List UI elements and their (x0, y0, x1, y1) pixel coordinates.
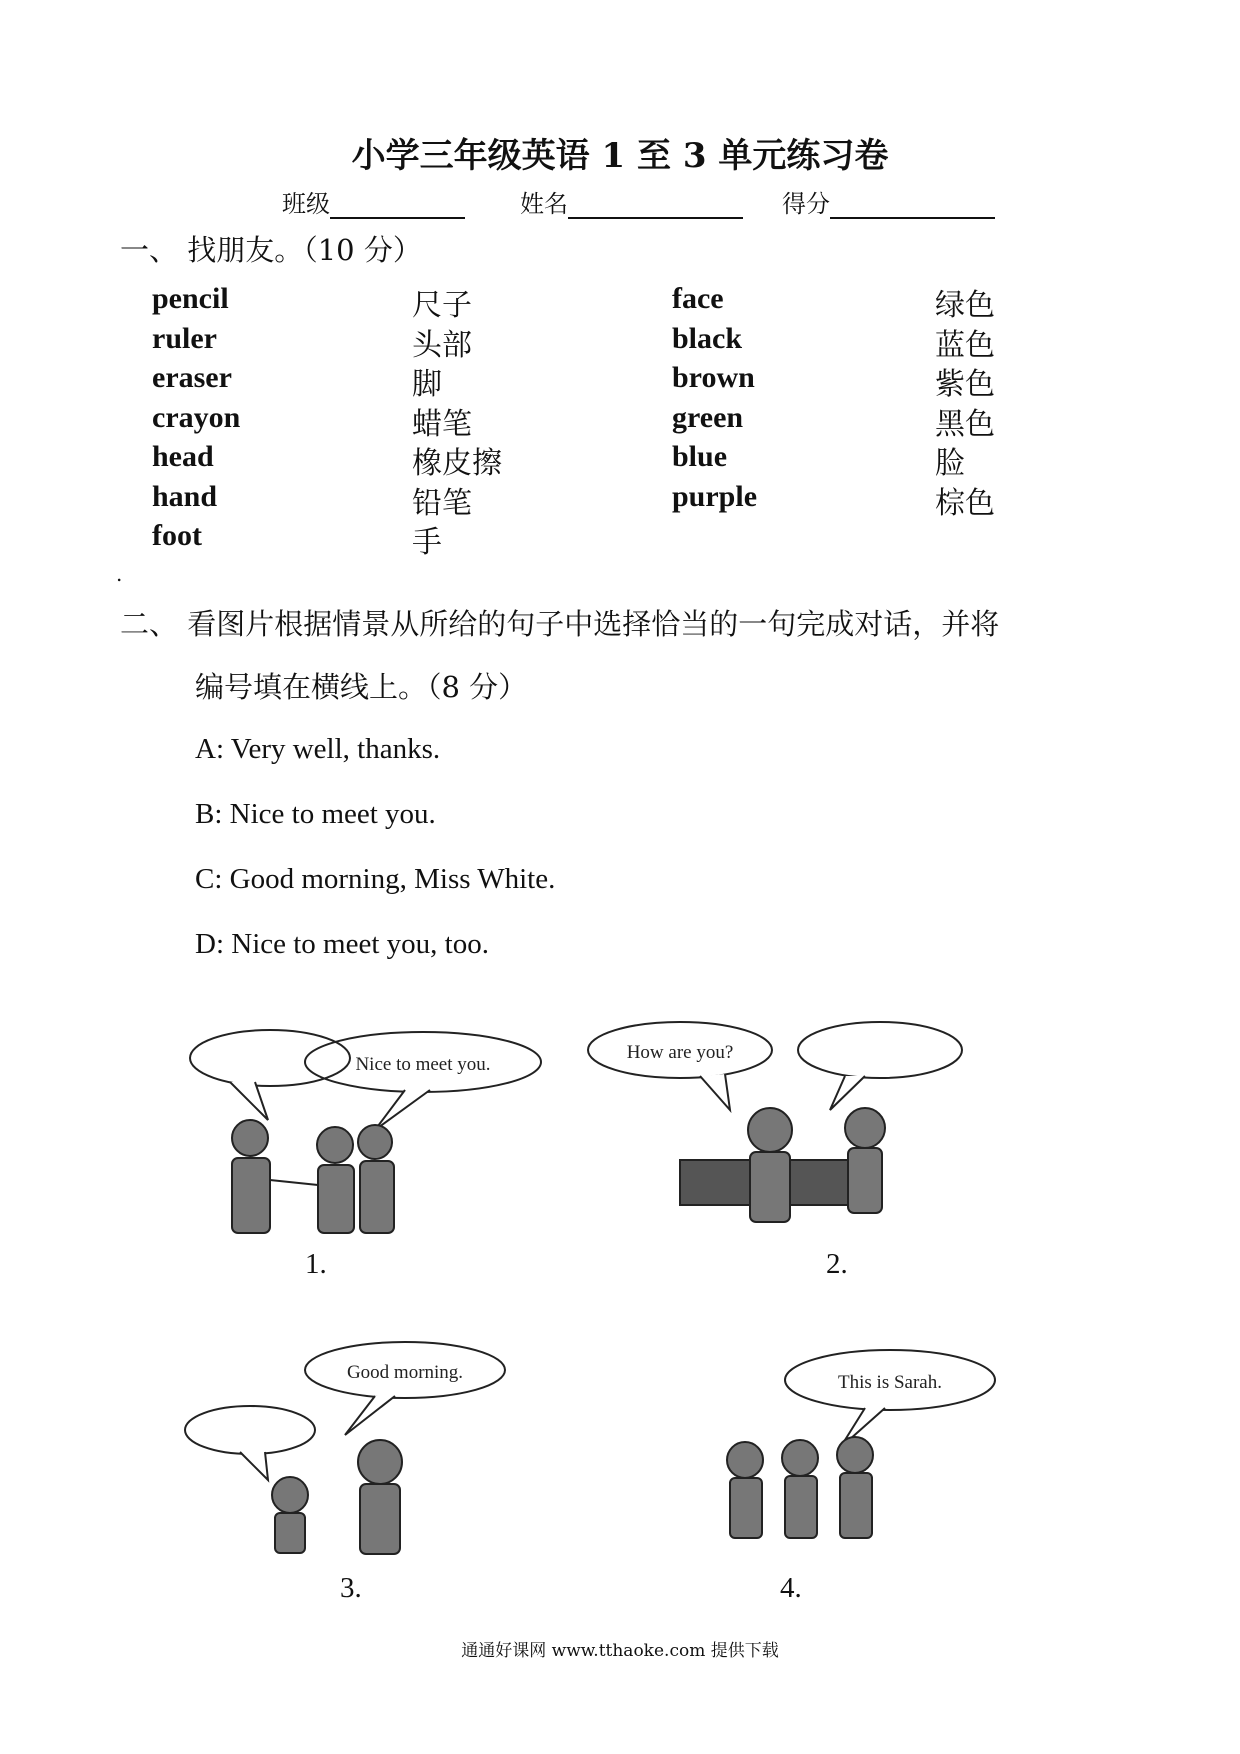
name-field[interactable] (520, 184, 743, 219)
score-field[interactable] (782, 184, 995, 219)
word-column-3 (672, 282, 757, 519)
picture-1 (180, 1020, 560, 1240)
word-item[interactable]: ruler (152, 321, 217, 355)
word-item[interactable]: purple (672, 479, 758, 513)
stray-dot: . (116, 562, 123, 586)
word-item[interactable]: face (672, 282, 724, 315)
word-column-1 (152, 282, 240, 559)
word-item[interactable]: eraser (152, 361, 232, 394)
meaning-item[interactable]: 铅笔 (412, 485, 472, 521)
word-item[interactable]: pencil (152, 282, 229, 315)
picture-number: 1. (305, 1248, 327, 1280)
word-item[interactable]: blue (672, 440, 728, 473)
class-field[interactable] (282, 184, 465, 219)
picture-3 (180, 1330, 540, 1560)
picture-number: 3. (340, 1572, 362, 1604)
word-item[interactable]: green (672, 400, 744, 434)
word-item[interactable]: brown (672, 361, 755, 394)
meaning-item[interactable]: 蜡笔 (412, 406, 472, 442)
section2-heading-line1: 二、 看图片根据情景从所给的句子中选择恰当的一句完成对话，并将 (120, 607, 1000, 641)
section2-heading-line2: 编号填在横线上。（8 分） (195, 670, 528, 704)
score-blank[interactable] (830, 191, 995, 219)
name-blank[interactable] (568, 191, 743, 219)
meaning-item[interactable]: 黑色 (935, 406, 995, 442)
meaning-item[interactable]: 尺子 (412, 288, 472, 323)
picture-number: 4. (780, 1572, 802, 1604)
picture-4 (660, 1330, 1020, 1560)
characters-illustration (272, 1440, 402, 1554)
characters-illustration (680, 1108, 885, 1222)
meaning-item[interactable]: 手 (412, 525, 442, 560)
word-item[interactable]: crayon (152, 400, 241, 434)
meaning-item[interactable]: 脚 (412, 367, 442, 402)
bubble-text: This is Sarah. (838, 1372, 942, 1393)
section1-heading: 一、 找朋友。（10 分） (120, 233, 422, 267)
speech-bubble (785, 1350, 995, 1448)
page-title: 小学三年级英语 1 至 3 单元练习卷 (351, 136, 889, 176)
word-item[interactable]: head (152, 440, 214, 473)
speech-bubble (305, 1032, 541, 1130)
meaning-column-4 (935, 280, 995, 521)
score-label: 得分 (782, 190, 830, 218)
class-blank[interactable] (330, 191, 465, 219)
bubble-text: Nice to meet you. (355, 1054, 491, 1075)
picture-number: 2. (826, 1248, 848, 1280)
word-item[interactable]: black (672, 321, 743, 355)
empty-speech-bubble[interactable] (185, 1406, 315, 1480)
meaning-item[interactable]: 蓝色 (935, 327, 995, 363)
name-label: 姓名 (520, 190, 568, 218)
meaning-item[interactable]: 橡皮擦 (412, 446, 502, 481)
characters-illustration (232, 1120, 394, 1233)
empty-speech-bubble[interactable] (190, 1030, 350, 1120)
meaning-item[interactable]: 脸 (935, 446, 965, 481)
meaning-item[interactable]: 头部 (412, 327, 472, 363)
meaning-item[interactable]: 棕色 (935, 485, 995, 521)
option-b: B: Nice to meet you. (195, 798, 436, 830)
speech-bubble (588, 1022, 772, 1110)
word-item[interactable]: hand (152, 479, 218, 513)
option-a: A: Very well, thanks. (195, 733, 441, 765)
bubble-text: Good morning. (346, 1362, 464, 1383)
class-label: 班级 (282, 190, 330, 218)
characters-illustration (727, 1437, 873, 1538)
meaning-column-2 (412, 280, 502, 560)
option-d: D: Nice to meet you, too. (195, 928, 489, 960)
picture-2 (580, 1010, 980, 1230)
footer-credit: 通通好课网 www.tthaoke.com 提供下载 (461, 1641, 779, 1661)
meaning-item[interactable]: 紫色 (935, 367, 995, 402)
word-item[interactable]: foot (152, 519, 202, 552)
meaning-item[interactable]: 绿色 (935, 288, 995, 323)
option-c: C: Good morning, Miss White. (195, 863, 556, 895)
bubble-text: How are you? (626, 1042, 734, 1063)
empty-speech-bubble[interactable] (798, 1022, 962, 1110)
speech-bubble (305, 1342, 505, 1435)
